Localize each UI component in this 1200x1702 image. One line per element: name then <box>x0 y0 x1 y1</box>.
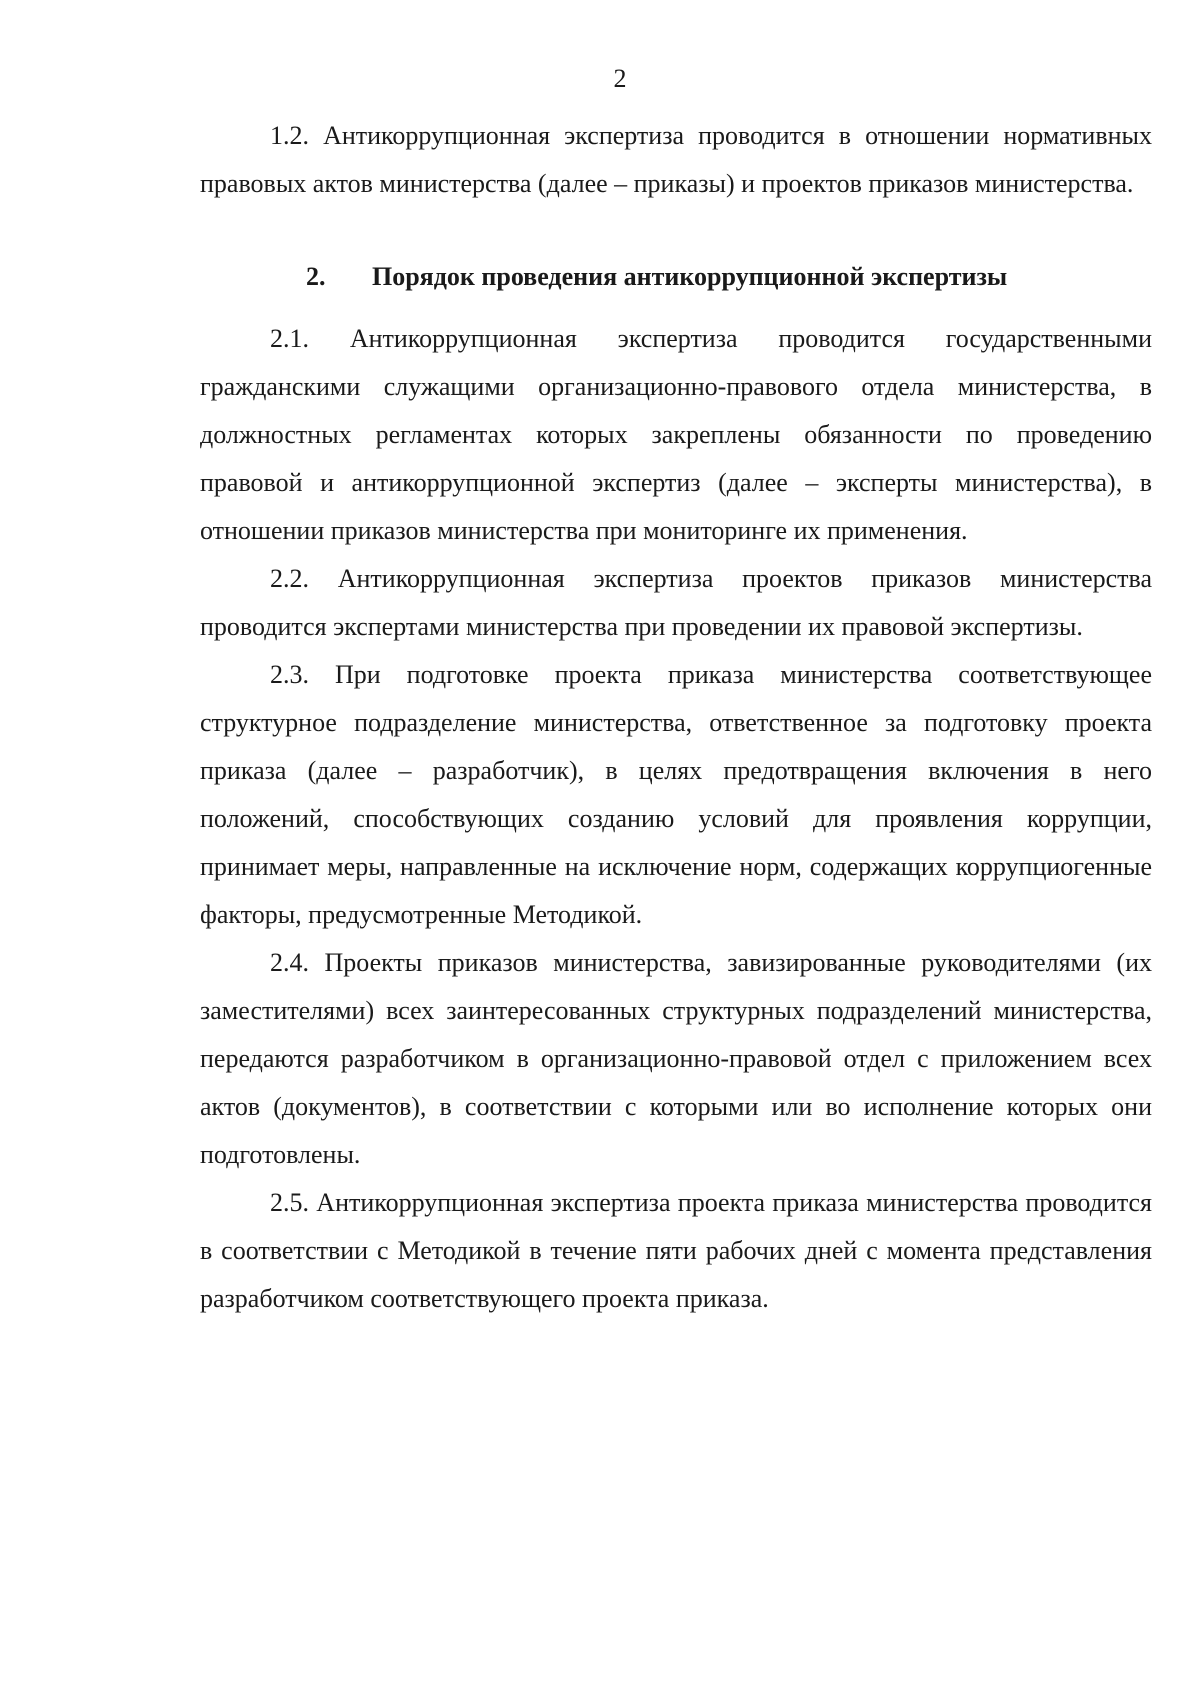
section-heading <box>200 253 1152 301</box>
paragraph-2-3: 2.3. При подготовке проекта приказа министерства соответствующее структурное подразделение министерства, ответственное за подготовку проекта приказа (далее – разработчик), в целях предотвращения включения в него положений, способствующих созданию условий для проявления коррупции, принимает меры, направленные на исключение норм, содержащих коррупциогенные факторы, предусмотренные Методикой. <box>200 660 1152 929</box>
page-number: 2 <box>613 64 627 93</box>
paragraph-2-5: 2.5. Антикоррупционная экспертиза проекта приказа министерства проводится в соответствии с Методикой в течение пяти рабочих дней с момента представления разработчиком соответствующего проекта приказа. <box>200 1188 1152 1313</box>
paragraph-2-1: 2.1. Антикоррупционная экспертиза проводится государственными гражданскими служащими организационно-правового отдела министерства, в должностных регламентах которых закреплены обязанности по проведению правовой и антикоррупционной экспертиз (далее – эксперты министерства), в отношении приказов министерства при мониторинге их применения. <box>200 324 1152 545</box>
document-body <box>200 112 1152 1323</box>
section-number: 2. <box>306 262 326 291</box>
paragraph-2-2: 2.2. Антикоррупционная экспертиза проектов приказов министерства проводится экспертами министерства при проведении их правовой экспертизы. <box>200 564 1152 641</box>
section-title: Порядок проведения антикоррупционной экспертизы <box>372 262 1008 291</box>
paragraph-1-2: 1.2. Антикоррупционная экспертиза проводится в отношении нормативных правовых актов министерства (далее – приказы) и проектов приказов министерства. <box>200 121 1152 198</box>
paragraph-2-4: 2.4. Проекты приказов министерства, завизированные руководителями (их заместителями) всех заинтересованных структурных подразделений министерства, передаются разработчиком в организационно-правовой отдел с приложением всех актов (документов), в соответствии с которыми или во исполнение которых они подготовлены. <box>200 948 1152 1169</box>
